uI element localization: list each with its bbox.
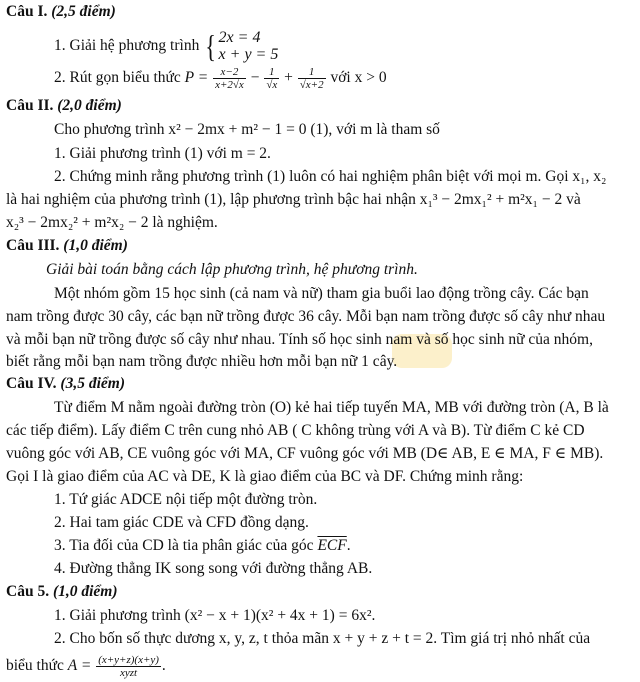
q3-line1: Một nhóm gồm 15 học sinh (cả nam và nữ) tham gia buổi lao động trồng cây. Các bạn [54,285,589,302]
q4-line1: Từ điểm M nằm ngoài đường tròn (O) kẻ hai tiếp tuyến MA, MB với đường tròn (A, B là [54,399,609,416]
q5-item2-text: biểu thức [6,657,68,674]
q1-item1-text: 1. Giải hệ phương trình [54,37,204,54]
plus-sign: + [280,69,297,86]
p-label: P = [184,69,213,86]
q5-heading [6,582,118,602]
eq2: x + y = 5 [218,46,279,64]
q2-item2-line3: x₂³ − 2mx₂² + m²x₂ − 2 là nghiệm. [6,214,218,231]
q2-title: Câu II. [6,97,58,114]
minus-sign: − [246,69,264,86]
q4-item1: 1. Tứ giác ADCE nội tiếp một đường tròn. [54,491,318,508]
q5-score: (1,0 điểm) [52,583,118,600]
f3-num: 1 [298,66,326,79]
q3-task: Giải bài toán bằng cách lập phương trình, hệ phương trình. [46,261,418,278]
q2-score: (2,0 điểm) [57,97,122,114]
q3-score: (1,0 điểm) [63,237,128,254]
q2-intro: Cho phương trình x² − 2mx + m² − 1 = 0 (1), với m là tham số [54,121,440,138]
q5-title: Câu 5. [6,583,53,600]
q2-item2-line1: 2. Chứng minh rằng phương trình (1) luôn có hai nghiệm phân biệt với mọi m. Gọi x₁, x₂ [54,168,607,185]
q5-item2-line1: 2. Cho bốn số thực dương x, y, z, t thỏa mãn x + y + z + t = 2. Tìm giá trị nhỏ nhất của [54,630,591,647]
q2-heading [6,96,122,116]
q3-line2: nam trồng được 30 cây, các bạn nữ trồng được 36 cây. Mỗi bạn nam trồng được số cây như nhau [6,308,606,325]
q3-line4: biết rằng mỗi bạn nam trồng được nhiều hơn mỗi bạn nữ 1 cây. [6,353,398,370]
q5-item1: 1. Giải phương trình (x² − x + 1)(x² + 4x + 1) = 6x². [54,607,376,624]
q1-title: Câu I. [6,3,52,20]
angle-ecf: $\overline{ECF}$ [317,537,347,554]
q4-heading [6,374,125,394]
q1-heading [6,2,116,22]
equation-system [219,29,279,63]
q4-item2: 2. Hai tam giác CDE và CFD đồng dạng. [54,514,309,531]
a-num: (x+y+z)(x+y) [98,653,159,666]
q1-item2 [54,63,387,93]
q4-item3 [54,536,351,556]
q4-line4: Gọi I là giao điểm của AC và DE, K là giao điểm của BC và DF. Chứng minh rằng: [6,468,524,485]
a-label: A = [67,657,96,674]
fraction-a [96,654,161,679]
q4-line3: vuông góc với AB, CE vuông góc với MA, CF vuông góc với MB (D∈ AB, E ∈ MA, F ∈ MB). [6,445,604,462]
q2-item2-line2: là hai nghiệm của phương trình (1), lập phương trình bậc hai nhận x₁³ − 2mx₁² + m²x₁ − 2 và [6,191,581,208]
f3-den: √x+2 [299,78,324,91]
q1-condition: với x > 0 [326,69,387,86]
a-den: xyzt [120,666,138,679]
q1-item2-text: 2. Rút gọn biểu thức [54,69,185,86]
eq1: 2x = 4 [218,29,261,47]
q3-title: Câu III. [6,237,64,254]
f1-num: x−2 [213,66,246,79]
q2-item1: 1. Giải phương trình (1) với m = 2. [54,145,271,162]
q4-item4: 4. Đường thẳng IK song song với đường thẳng AB. [54,560,373,577]
a-end: . [161,657,166,674]
fraction-1 [213,66,246,91]
q4-title: Câu IV. [6,375,61,392]
q1-score: (2,5 điểm) [51,3,116,20]
fraction-2 [264,66,279,91]
fraction-3 [298,66,326,91]
q4-score: (3,5 điểm) [60,375,125,392]
q1-item1 [54,26,278,66]
q3-heading [6,236,128,256]
f2-den: √x [266,78,278,91]
brace-symbol: { [205,28,217,65]
f2-num: 1 [264,66,279,79]
q5-item2-line2 [6,650,166,682]
q4-item3-text: 3. Tia đối của CD là tia phân giác của góc [54,537,318,554]
f1-den: x+2√x [215,78,244,91]
q4-line2: các tiếp điểm). Lấy điểm C trên cung nhỏ AB ( C không trùng với A và B). Từ điểm C kẻ CD [6,422,585,439]
q3-line3: và mỗi bạn nữ trồng được số cây như nhau. Tính số học sinh nam và số học sinh nữ của nhóm, [6,331,593,348]
q4-item3-end: . [346,537,351,554]
